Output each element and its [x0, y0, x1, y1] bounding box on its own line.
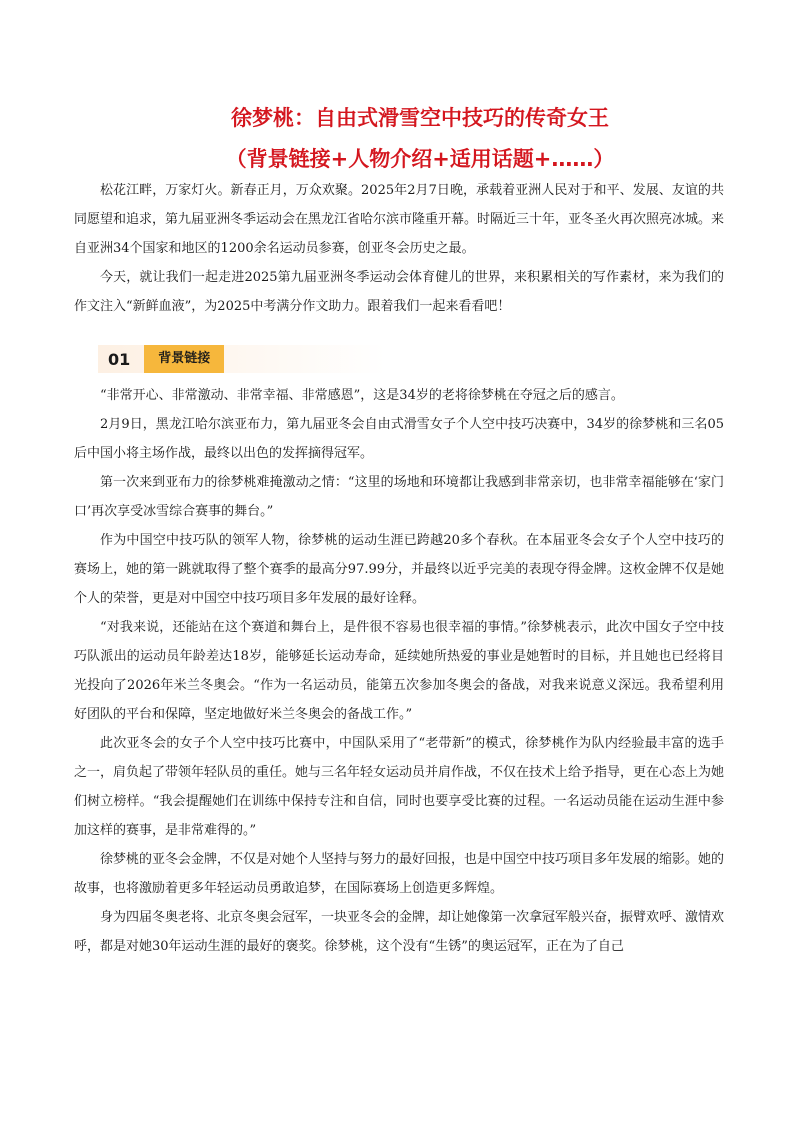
- body-paragraph: “非常开心、非常激动、非常幸福、非常感恩”，这是34岁的老将徐梦桃在夺冠之后的感言。: [100, 388, 624, 403]
- article-body: [74, 381, 724, 961]
- body-paragraph: “对我来说，还能站在这个赛道和舞台上，是件很不容易也很幸福的事情。”徐梦桃表示，此次中国女子空中技巧队派出的运动员年龄差达18岁，能够延长运动寿命，延续她所热爱的事业是她暂时的目标，并且她也已经将目光投向了2026年米兰冬奥会。“作为一名运动员，能第五次参加冬奥会的备战，对我来说意义深远。我希望利用好团队的平台和保障，坚定地做好米兰冬奥会的备战工作。”: [74, 620, 724, 722]
- body-paragraph: 第一次来到亚布力的徐梦桃难掩激动之情：“这里的场地和环境都让我感到非常亲切，也非常幸福能够在‘家门口’再次享受冰雪综合赛事的舞台。”: [74, 475, 724, 519]
- section-number: 01: [108, 349, 131, 369]
- intro-paragraph: 松花江畔，万家灯火。新春正月，万众欢聚。2025年2月7日晚，承载着亚洲人民对于和平、发展、友谊的共同愿望和追求，第九届亚洲冬季运动会在黑龙江省哈尔滨市隆重开幕。时隔近三十年，亚冬圣火再次照亮冰城。来自亚洲34个国家和地区的1200余名运动员参赛，创亚冬会历史之最。: [74, 183, 725, 256]
- intro-section: [74, 176, 724, 321]
- body-paragraph: 作为中国空中技巧队的领军人物，徐梦桃的运动生涯已跨越20多个春秋。在本届亚冬会女子个人空中技巧的赛场上，她的第一跳就取得了整个赛季的最高分97.99分，并最终以近乎完美的表现夺得金牌。这枚金牌不仅是她个人的荣誉，更是对中国空中技巧项目多年发展的最好诠释。: [74, 533, 724, 606]
- section-header: [98, 345, 738, 373]
- body-paragraph: 徐梦桃的亚冬会金牌，不仅是对她个人坚持与努力的最好回报，也是中国空中技巧项目多年发展的缩影。她的故事，也将激励着更多年轻运动员勇敢追梦，在国际赛场上创造更多辉煌。: [74, 852, 725, 896]
- page-title: 徐梦桃：自由式滑雪空中技巧的传奇女王: [231, 106, 609, 130]
- body-paragraph: 身为四届冬奥老将、北京冬奥会冠军，一块亚冬会的金牌，却让她像第一次拿冠军般兴奋，振臂欢呼、激情欢呼，都是对她30年运动生涯的最好的褒奖。徐梦桃，这个没有“生锈”的奥运冠军，正在为了自己: [74, 910, 725, 954]
- body-paragraph: 此次亚冬会的女子个人空中技巧比赛中，中国队采用了“老带新”的模式，徐梦桃作为队内经验最丰富的选手之一，肩负起了带领年轻队员的重任。她与三名年轻女运动员并肩作战，不仅在技术上给予指导，更在心态上为她们树立榜样。“我会提醒她们在训练中保持专注和自信，同时也要享受比赛的过程。一名运动员能在运动生涯中参加这样的赛事，是非常难得的。”: [74, 736, 725, 838]
- body-paragraph: 2月9日，黑龙江哈尔滨亚布力，第九届亚冬会自由式滑雪女子个人空中技巧决赛中，34岁的徐梦桃和三名05后中国小将主场作战，最终以出色的发挥摘得冠军。: [74, 417, 724, 461]
- page-subtitle: （背景链接+人物介绍+适用话题+……）: [225, 147, 615, 171]
- section-label: 背景链接: [144, 345, 224, 373]
- intro-paragraph: 今天，就让我们一起走进2025第九届亚洲冬季运动会体育健儿的世界，来积累相关的写作素材，来为我们的作文注入“新鲜血液”，为2025中考满分作文助力。跟着我们一起来看看吧！: [74, 270, 724, 314]
